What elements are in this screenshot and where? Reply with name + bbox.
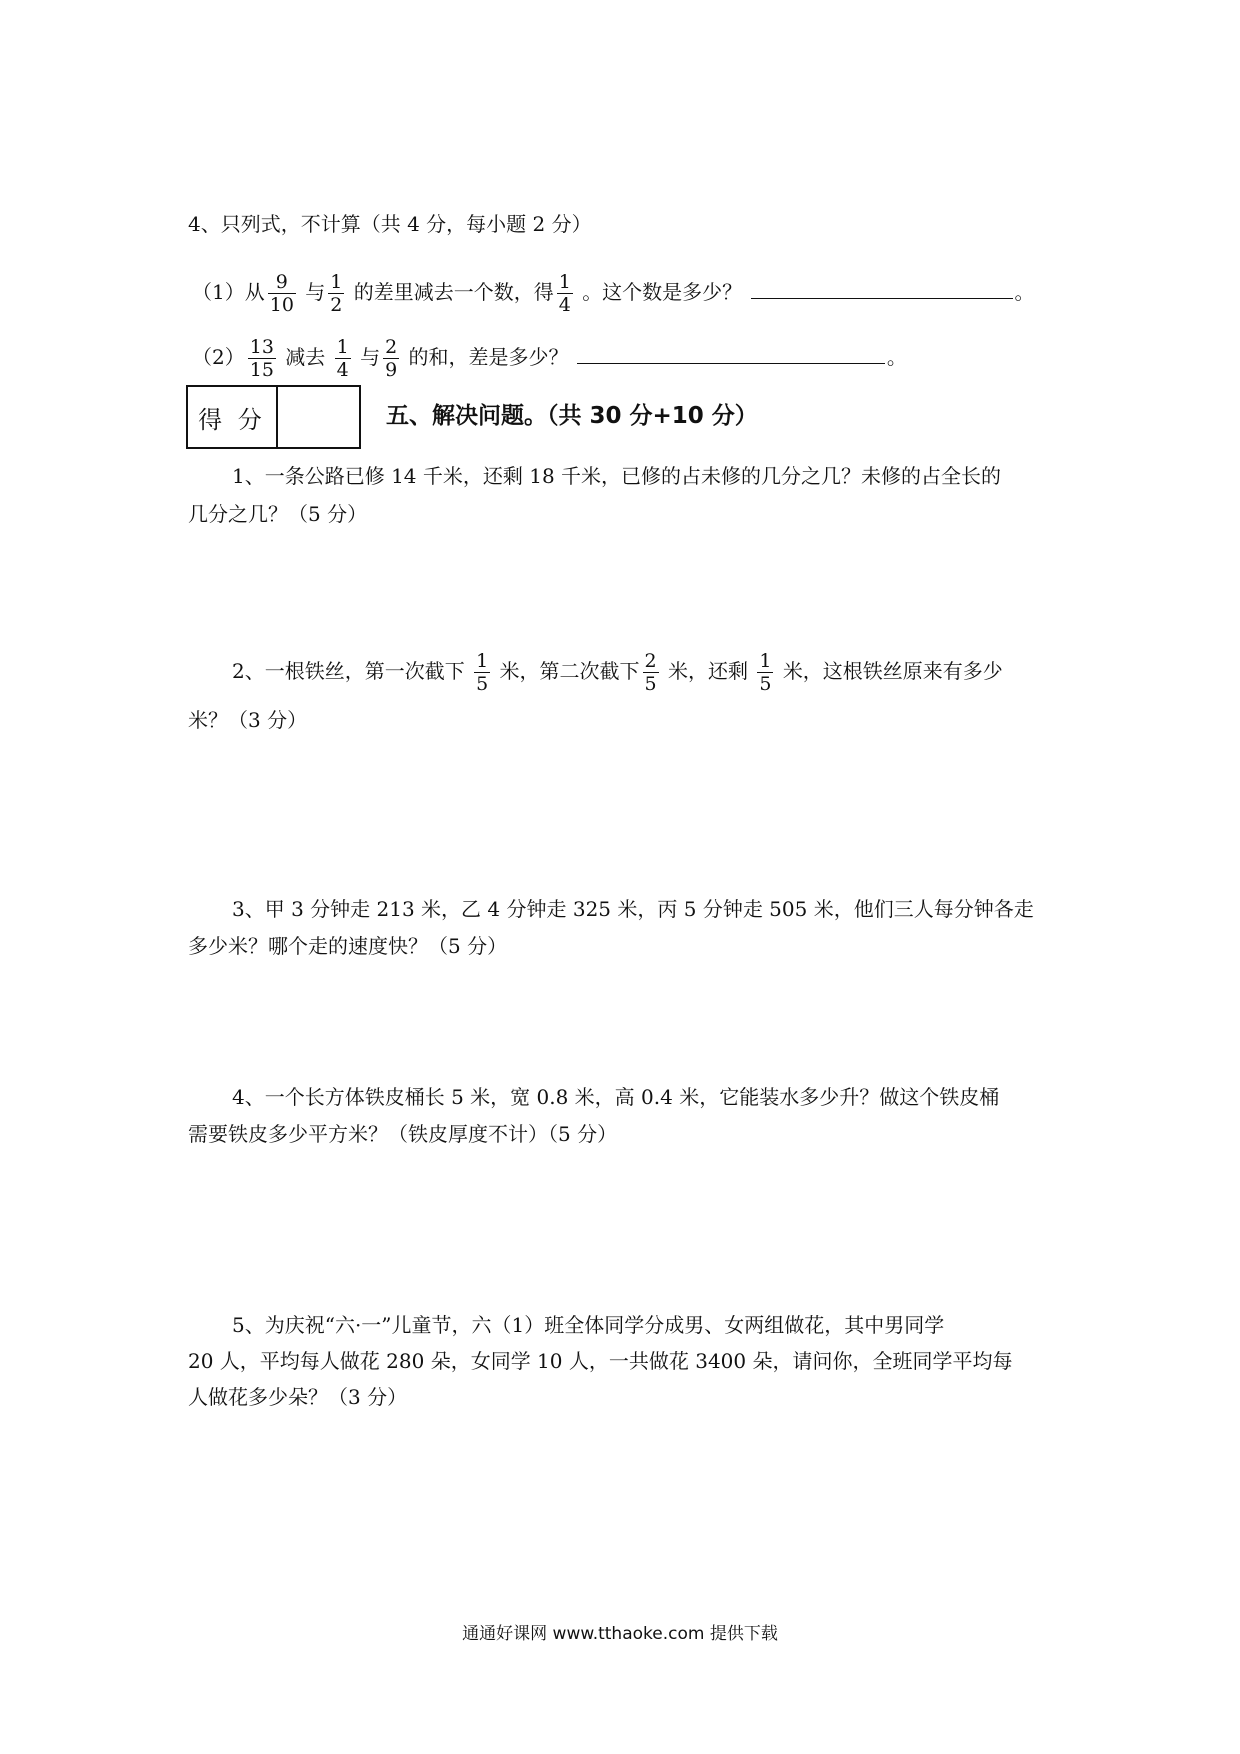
fraction: $\frac{1}{2}$ (330, 271, 343, 316)
section-5-title: 五、解决问题。（共 30 分+10 分） (386, 403, 758, 429)
fraction: $\frac{9}{10}$ (269, 271, 294, 316)
q1-end: 。 (1014, 280, 1035, 304)
answer-blank[interactable] (751, 296, 1013, 299)
q1-prefix: （1）从 (192, 280, 265, 304)
question-4-1 (192, 271, 1035, 316)
problem-2-line-2: 米？（3 分） (188, 708, 308, 732)
fraction: $\frac{1}{5}$ (759, 650, 772, 695)
p2-d: 米，这根铁丝原来有多少 (782, 659, 1003, 683)
footer-source: 通通好课网 www.tthaoke.com 提供下载 (462, 1624, 778, 1644)
fraction: $\frac{1}{5}$ (476, 650, 489, 695)
problem-1-line-1: 1、一条公路已修 14 千米，还剩 18 千米，已修的占未修的几分之几？未修的占全长的 (232, 464, 1002, 488)
p2-a: 2、一根铁丝，第一次截下 (232, 659, 465, 683)
fraction: $\frac{2}{9}$ (385, 336, 398, 381)
fraction: $\frac{2}{5}$ (644, 650, 657, 695)
score-field[interactable] (278, 387, 359, 447)
q2-suffix: 的和，差是多少？ (408, 345, 569, 369)
fraction: $\frac{1}{4}$ (336, 336, 349, 381)
problem-1-line-2: 几分之几？（5 分） (188, 502, 368, 526)
fraction: $\frac{13}{15}$ (249, 336, 274, 381)
score-label: 得 分 (188, 387, 278, 447)
problem-2-line-1 (232, 650, 1003, 695)
q1-mid1: 与 (305, 280, 326, 304)
q2-end: 。 (886, 345, 907, 369)
p2-c: 米，还剩 (668, 659, 748, 683)
answer-blank[interactable] (577, 361, 885, 364)
problem-5-line-2: 20 人，平均每人做花 280 朵，女同学 10 人，一共做花 3400 朵，请问你，全班同学平均每 (188, 1349, 1013, 1373)
problem-5-line-3: 人做花多少朵？（3 分） (188, 1385, 408, 1409)
q2-prefix: （2） (192, 345, 245, 369)
p2-b: 米，第二次截下 (499, 659, 640, 683)
score-box (186, 385, 361, 449)
part4-heading: 4、只列式，不计算（共 4 分，每小题 2 分） (188, 212, 592, 236)
problem-5-line-1: 5、为庆祝“六·一”儿童节，六（1）班全体同学分成男、女两组做花，其中男同学 (232, 1313, 945, 1337)
question-4-2 (192, 336, 907, 381)
problem-3-line-2: 多少米？哪个走的速度快？（5 分） (188, 934, 508, 958)
q1-mid2: 的差里减去一个数，得 (353, 280, 554, 304)
q2-mid1: 减去 (285, 345, 326, 369)
fraction: $\frac{1}{4}$ (558, 271, 571, 316)
problem-4-line-1: 4、一个长方体铁皮桶长 5 米，宽 0.8 米，高 0.4 米，它能装水多少升？做这个铁皮桶 (232, 1085, 1000, 1109)
q2-mid2: 与 (360, 345, 381, 369)
problem-4-line-2: 需要铁皮多少平方米？（铁皮厚度不计）（5 分） (188, 1122, 618, 1146)
problem-3-line-1: 3、甲 3 分钟走 213 米，乙 4 分钟走 325 米，丙 5 分钟走 505 米，他们三人每分钟各走 (232, 897, 1034, 921)
q1-suffix: 。这个数是多少？ (582, 280, 743, 304)
